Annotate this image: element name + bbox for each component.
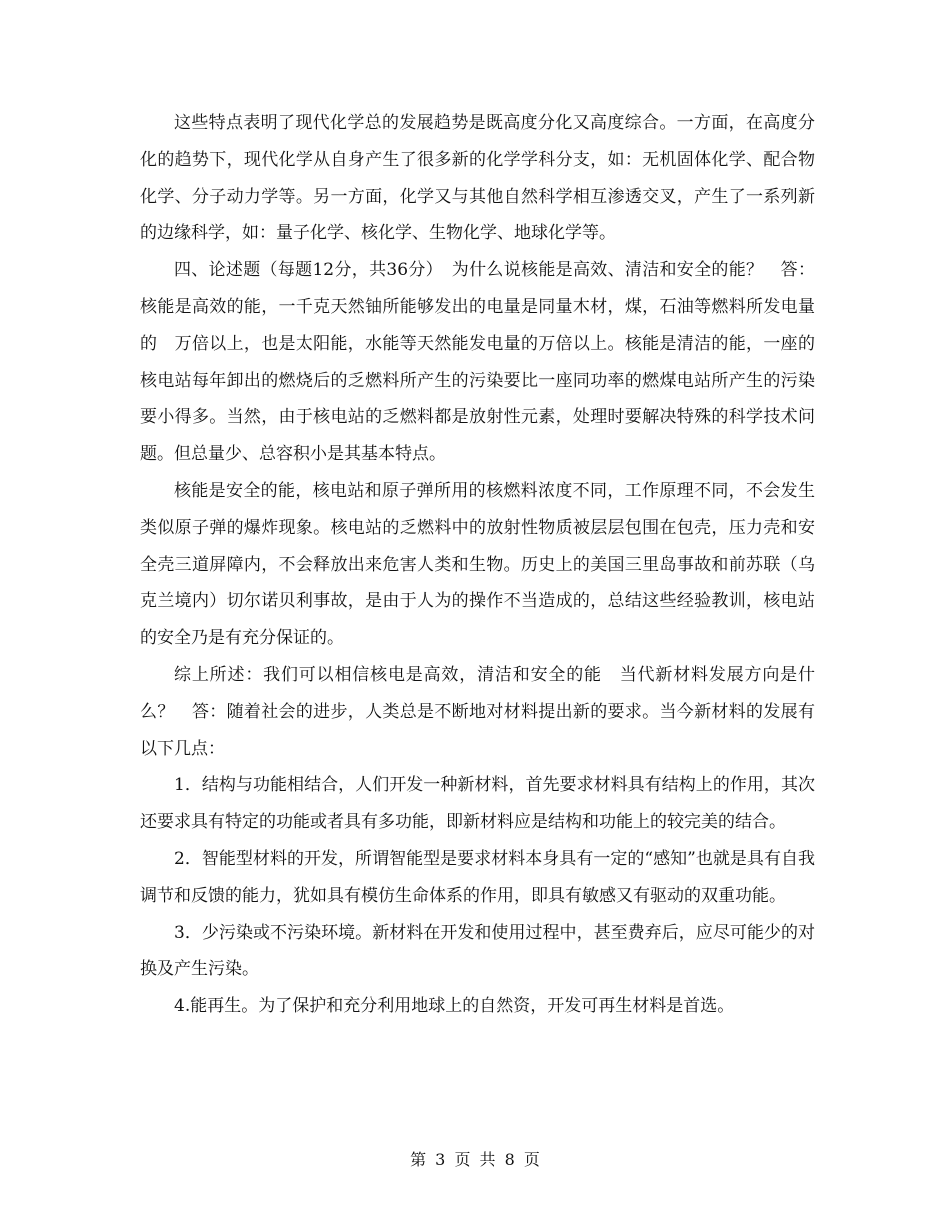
paragraph-new-materials-direction: 综上所述：我们可以相信核电是高效，清洁和安全的能 当代新材料发展方向是什么？ 答：随着社会的进步，人类总是不断地对材料提出新的要求。当今新材料的发展有以下几点： xyxy=(140,664,815,759)
paragraph-point-2: 2．智能型材料的开发，所谓智能型是要求材料本身具有一定的“感知”也就是具有自我调节和反馈的能力，犹如具有模仿生命体系的作用，即具有敏感又有驱动的双重功能。 xyxy=(140,848,815,906)
paragraph-nuclear-energy-efficient-clean: 四、论述题（每题12分，共36分） 为什么说核能是高效、清洁和安全的能？ 答：核能是高效的能，一千克天然铀所能够发出的电量是同量木材，煤，石油等燃料所发电量的 万倍以上，也是太阳能，水能等天然能发电量的万倍以上。核能是清洁的能，一座的核电站每年卸出的燃烧后的乏燃料所产生的污染要比一座同功率的燃煤电站所产生的污染要小得多。当然，由于核电站的乏燃料都是放射性元素，处理时要解决特殊的科学技术问题。但总量少、总容积小是其基本特点。 xyxy=(140,260,815,465)
paragraph-point-3: 3．少污染或不污染环境。新材料在开发和使用过程中，甚至费弃后，应尽可能少的对换及产生污染。 xyxy=(140,922,815,980)
paragraph-nuclear-energy-safe: 核能是安全的能，核电站和原子弹所用的核燃料浓度不同，工作原理不同，不会发生类似原子弹的爆炸现象。核电站的乏燃料中的放射性物质被层层包围在包壳，压力壳和安全壳三道屏障内，不会释放出来危害人类和生物。历史上的美国三里岛事故和前苏联（乌克兰境内）切尔诺贝利事故，是由于人为的操作不当造成的，总结这些经验教训，核电站的安全乃是有充分保证的。 xyxy=(140,480,815,649)
paragraph-point-4: 4.能再生。为了保护和充分利用地球上的自然资，开发可再生材料是首选。 xyxy=(174,996,735,1017)
paragraph-point-1: 1．结构与功能相结合，人们开发一种新材料，首先要求材料具有结构上的作用，其次还要求具有特定的功能或者具有多功能，即新材料应是结构和功能上的较完美的结合。 xyxy=(140,775,815,833)
page-number-footer: 第 3 页 共 8 页 xyxy=(410,1150,540,1169)
document-body xyxy=(140,105,815,1025)
paragraph-modern-chemistry-trend: 这些特点表明了现代化学总的发展趋势是既高度分化又高度综合。一方面，在高度分化的趋势下，现代化学从自身产生了很多新的化学学科分支，如：无机固体化学、配合物化学、分子动力学等。另一方面，化学又与其他自然科学相互渗透交叉，产生了一系列新的边缘科学，如：量子化学、核化学、生物化学、地球化学等。 xyxy=(140,113,815,244)
